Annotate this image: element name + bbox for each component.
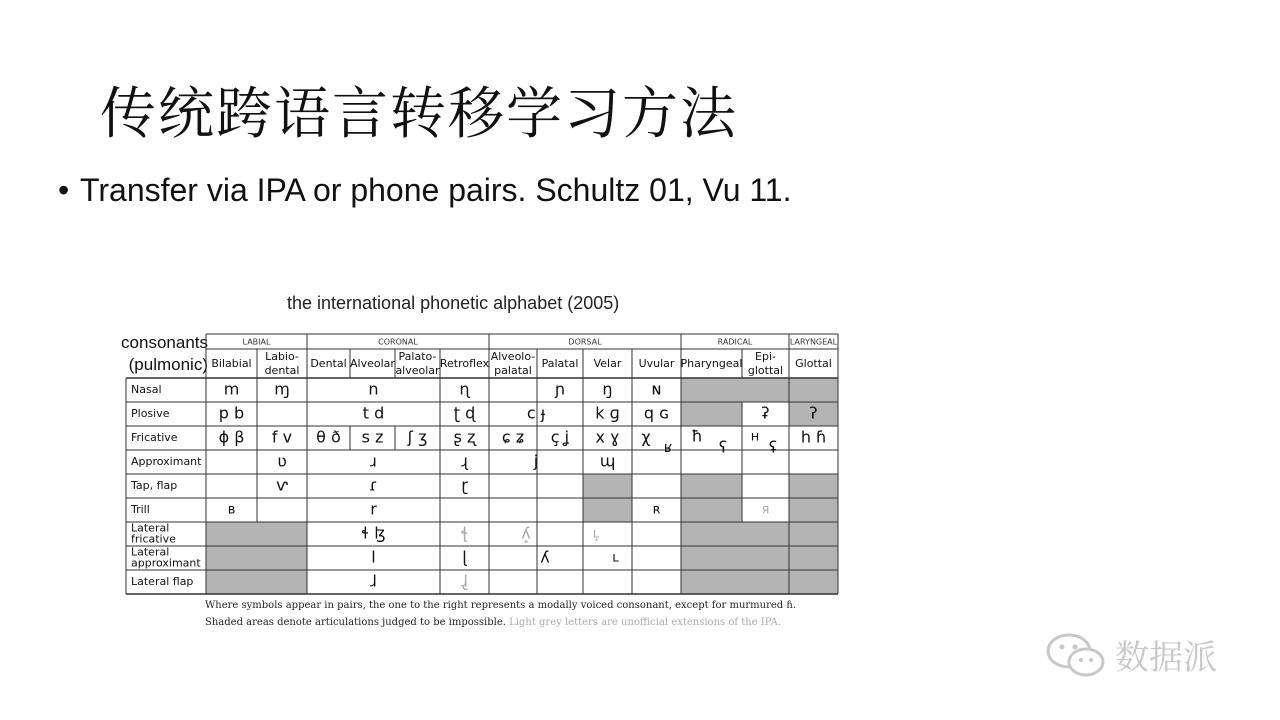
symbol-fricative: θ ð [316,427,341,447]
shade-labial-lateral [206,522,307,594]
figure-note-1: Where symbols appear in pairs, the one to the right represents a modally voiced consonant, except for murmured ɦ. [205,600,796,611]
column-header: Alveolar [350,357,395,370]
row-label: Plosive [131,407,170,420]
symbol-trill: r [370,499,377,519]
symbol-nasal: m [223,379,240,399]
row-label: Lateral [131,521,170,535]
symbol-fricative: χ [641,427,651,447]
column-header: Labio- [265,350,299,363]
slide-title: 传统跨语言转移学习方法 [100,82,738,147]
row-label: approximant [131,556,201,570]
row-label: Approximant [131,455,202,468]
symbol-plosive: ʡ [761,403,770,423]
symbol-lateral-fricative-unofficial: ꞎ [460,523,469,543]
symbol-nasal: ɳ [459,379,470,399]
symbol-plosive: p b [218,403,245,423]
symbol-fricative: ʂ ʐ [453,427,476,447]
symbol-fricative: ʢ [768,437,778,457]
symbol-trill-unofficial: я [761,502,770,518]
ipa-consonant-chart [120,330,840,596]
watermark [1045,630,1217,679]
column-header: palatal [494,364,532,377]
symbol-plosive: t d [362,403,385,423]
column-header: Palatal [541,357,579,370]
symbol-lateral-flap: ɺ [370,571,377,591]
pulmonic-text: (pulmonic) [128,355,208,374]
symbol-approximant: ɰ [599,451,616,471]
symbol-plosive: ʈ ɖ [453,403,476,423]
bullet-text: Transfer via IPA or phone pairs. Schultz 01, Vu 11. [80,172,792,208]
symbol-nasal: ɴ [651,379,662,399]
row-label: Fricative [131,431,178,444]
symbol-fricative: ɕ ʑ [501,427,525,447]
bullet-dot: • [58,172,70,208]
symbol-lateral-approximant: ʟ [612,550,619,566]
symbol-fricative: ɸ β [218,427,245,447]
symbol-lateral-approximant: ʎ [540,547,550,567]
column-header: glottal [747,364,784,377]
symbol-approximant: j [533,451,539,471]
shade-radical-lateral [681,522,838,594]
column-header: Retroflex [439,357,490,370]
symbol-fricative: ʕ [718,437,728,457]
symbol-fricative: ʜ [750,429,760,445]
figure-note-2-grey: Light grey letters are unofficial extensions of the IPA. [509,617,781,628]
figure-note-2-main: Shaded areas denote articulations judged to be impossible. [205,617,506,628]
consonants-text: consonants [121,333,208,352]
wechat-icon [1045,631,1107,679]
symbol-plosive: q ɢ [643,403,670,423]
symbol-fricative: f v [271,427,293,447]
symbol-lateral-approximant: l [371,547,376,567]
symbol-fricative: ç ʝ [550,427,570,447]
watermark-text: 数据派 [1115,638,1217,678]
symbol-plosive: k ɡ [595,403,620,423]
symbol-nasal: ŋ [602,379,613,399]
symbol-plosive: ʔ [809,403,818,423]
row-label: Tap, flap [131,479,178,492]
row-label: Trill [131,503,150,516]
group-header-labial: LABIAL [242,337,271,347]
shade-pharyngeal-nasal [681,378,838,402]
symbol-lateral-fricative-unofficial: ʎ̝ [521,523,531,543]
column-header: Uvular [638,357,675,370]
symbol-trill: ʀ [652,502,661,518]
symbol-fricative: ʃ ʒ [407,427,428,447]
symbol-fricative: h ɦ [800,427,827,447]
symbol-approximant: ɻ [461,451,468,471]
column-header: Pharyngeal [680,357,743,370]
symbol-nasal: n [368,379,379,399]
symbol-tap: ɾ [369,475,378,495]
column-header: Velar [593,357,622,370]
symbol-trill: ʙ [227,502,236,518]
symbol-tap: ⱱ [276,475,288,495]
group-header-radical: RADICAL [717,337,753,347]
row-label: Lateral flap [131,575,194,588]
row-label: Lateral [131,545,170,559]
symbol-lateral-fricative-unofficial: ʟ̝ [592,526,600,542]
symbol-fricative: s z [361,427,384,447]
row-label: Nasal [131,383,162,396]
symbol-fricative: ħ [691,426,703,446]
symbol-nasal: ɱ [274,379,290,399]
symbol-tap: ɽ [461,475,468,495]
column-header: Dental [310,357,347,370]
group-header-coronal: CORONAL [378,337,418,347]
column-header: Bilabial [211,357,252,370]
shade-pharyngeal-plosive [681,402,742,426]
group-header-laryngeal: LARYNGEAL [789,337,838,347]
column-header: Epi- [755,350,776,363]
symbol-lateral-approximant: ɭ [462,547,467,567]
column-header: dental [264,364,300,377]
symbol-plosive: c ɟ [526,403,546,423]
symbol-fricative: ʁ [663,440,673,456]
column-header: alveolar [395,364,440,377]
figure-title: the international phonetic alphabet (2005) [287,293,620,313]
row-label: fricative [131,532,176,546]
symbol-approximant: ɹ [370,451,377,471]
group-header-dorsal: DORSAL [568,337,602,347]
symbol-approximant: ʋ [277,451,287,471]
column-header: Palato- [398,350,437,363]
column-header: Glottal [795,357,832,370]
symbol-lateral-fricative: ɬ ɮ [361,523,386,543]
bullet-item [58,172,791,209]
symbol-lateral-flap-unofficial: ɺ̢ [461,571,468,591]
figure-note-2 [205,617,781,628]
symbol-nasal: ɲ [554,379,566,399]
symbol-fricative: x ɣ [595,427,620,447]
column-header: Alveolo- [490,350,536,363]
